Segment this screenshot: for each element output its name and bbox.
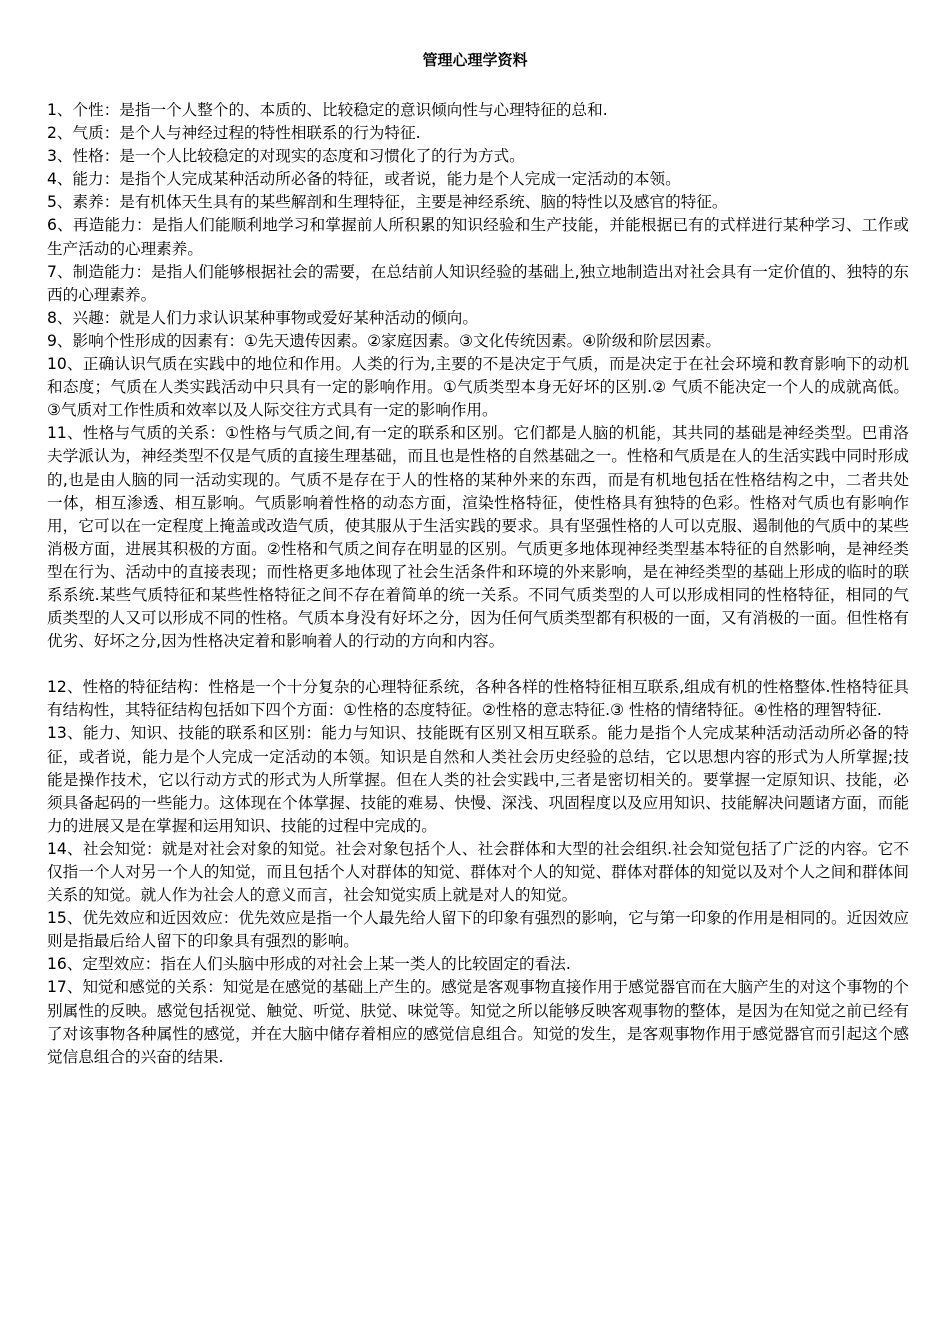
entry-5: 5、素养：是有机体天生具有的某些解剖和生理特征，主要是神经系统、脑的特性以及感官的特征。 xyxy=(47,193,728,212)
document-body xyxy=(47,99,909,1069)
entry-11: 11、性格与气质的关系：①性格与气质之间,有一定的联系和区别。它们都是人脑的机能，其共同的基础是神经类型。巴甫洛夫学派认为，神经类型不仅是气质的直接生理基础，而且也是性格的自然基础之一。性格和气质是在人的生活实践中同时形成的,也是由人脑的同一活动实现的。气质不是存在于人的性格的某种外来的东西，而是有机地包括在性格结构之中，二者共处一体，相互渗透、相互影响。气质影响着性格的动态方面，渲染性格特征，使性格具有独特的色彩。性格对气质也有影响作用，它可以在一定程度上掩盖或改造气质，使其服从于生活实践的要求。具有坚强性格的人可以克服、遏制他的气质中的某些消极方面，进展其积极的方面。②性格和气质之间存在明显的区别。气质更多地体现神经类型基本特征的自然影响，是神经类型在行为、活动中的直接表现；而性格更多地体现了社会生活条件和环境的外来影响，是在神经类型的基础上形成的临时的联系系统.某些气质特征和某些性格特征之间不存在着简单的统一关系。不同气质类型的人可以形成相同的性格特征，相同的气质类型的人又可以形成不同的性格。气质本身没有好坏之分，因为任何气质类型都有积极的一面，又有消极的一面。但性格有优劣、好坏之分,因为性格决定着和影响着人的行动的方向和内容。 xyxy=(47,424,909,651)
entry-12: 12、性格的特征结构：性格是一个十分复杂的心理特征系统，各种各样的性格特征相互联系,组成有机的性格整体.性格特征具有结构性，其特征结构包括如下四个方面：①性格的态度特征。②性格的意志特征.③ 性格的情绪特征。④性格的理智特征. xyxy=(47,678,909,720)
entry-10: 10、正确认识气质在实践中的地位和作用。人类的行为,主要的不是决定于气质，而是决定于在社会环境和教育影响下的动机和态度；气质在人类实践活动中只具有一定的影响作用。①气质类型本身无好坏的区别.② 气质不能决定一个人的成就高低。③气质对工作性质和效率以及人际交往方式具有一定的影响作用。 xyxy=(47,355,909,420)
entry-7: 7、制造能力：是指人们能够根据社会的需要，在总结前人知识经验的基础上,独立地制造出对社会具有一定价值的、独特的东西的心理素养。 xyxy=(47,262,909,304)
entry-13: 13、能力、知识、技能的联系和区别：能力与知识、技能既有区别又相互联系。能力是指个人完成某种活动活动所必备的特征，或者说，能力是个人完成一定活动的本领。知识是自然和人类社会历史经验的总结，它以思想内容的形式为人所掌握;技能是操作技术，它以行动方式的形式为人所掌握。但在人类的社会实践中,三者是密切相关的。要掌握一定原知识、技能，必须具备起码的一些能力。这体现在个体掌握、技能的难易、快慢、深浅、巩固程度以及应用知识、技能解决问题诸方面，而能力的进展又是在掌握和运用知识、技能的过程中完成的。 xyxy=(47,724,909,835)
paragraph-gap xyxy=(47,653,909,676)
entry-16: 16、定型效应：指在人们头脑中形成的对社会上某一类人的比较固定的看法. xyxy=(47,955,571,974)
entry-17: 17、知觉和感觉的关系：知觉是在感觉的基础上产生的。感觉是客观事物直接作用于感觉器官而在大脑产生的对这个事物的个别属性的反映。感觉包括视觉、触觉、听觉、肤觉、味觉等。知觉之所以能够反映客观事物的整体，是因为在知觉之前已经有了对该事物各种属性的感觉，并在大脑中储存着相应的感觉信息组合。知觉的发生，是客观事物作用于感觉器官而引起这个感觉信息组合的兴奋的结果. xyxy=(47,978,909,1066)
entry-15: 15、优先效应和近因效应：优先效应是指一个人最先给人留下的印象有强烈的影响，它与第一印象的作用是相同的。近因效应则是指最后给人留下的印象具有强烈的影响。 xyxy=(47,909,909,951)
entry-6: 6、再造能力：是指人们能顺利地学习和掌握前人所积累的知识经验和生产技能，并能根据已有的式样进行某种学习、工作或生产活动的心理素养。 xyxy=(47,216,909,258)
document-title: 管理心理学资料 xyxy=(422,51,528,69)
entry-1: 1、个性：是指一个人整个的、本质的、比较稳定的意识倾向性与心理特征的总和. xyxy=(47,101,608,119)
entry-9: 9、影响个性形成的因素有：①先天遗传因素。②家庭因素。③文化传统因素。④阶级和阶层因素。 xyxy=(47,331,721,350)
entry-14: 14、社会知觉：就是对社会对象的知觉。社会对象包括个人、社会群体和大型的社会组织.社会知觉包括了广泛的内容。它不仅指一个人对另一个人的知觉，而且包括个人对群体的知觉、群体对个人的知觉、群体对群体的知觉以及对个人之间和群体间关系的知觉。就人作为社会人的意义而言，社会知觉实质上就是对人的知觉。 xyxy=(47,839,909,905)
entry-2: 2、气质：是个人与神经过程的特性相联系的行为特征. xyxy=(47,124,421,143)
entry-3: 3、性格：是一个人比较稳定的对现实的态度和习惯化了的行为方式。 xyxy=(47,147,525,166)
entry-4: 4、能力：是指个人完成某种活动所必备的特征，或者说，能力是个人完成一定活动的本领。 xyxy=(47,170,681,189)
entry-8: 8、兴趣：就是人们力求认识某种事物或爱好某种活动的倾向。 xyxy=(47,308,478,327)
